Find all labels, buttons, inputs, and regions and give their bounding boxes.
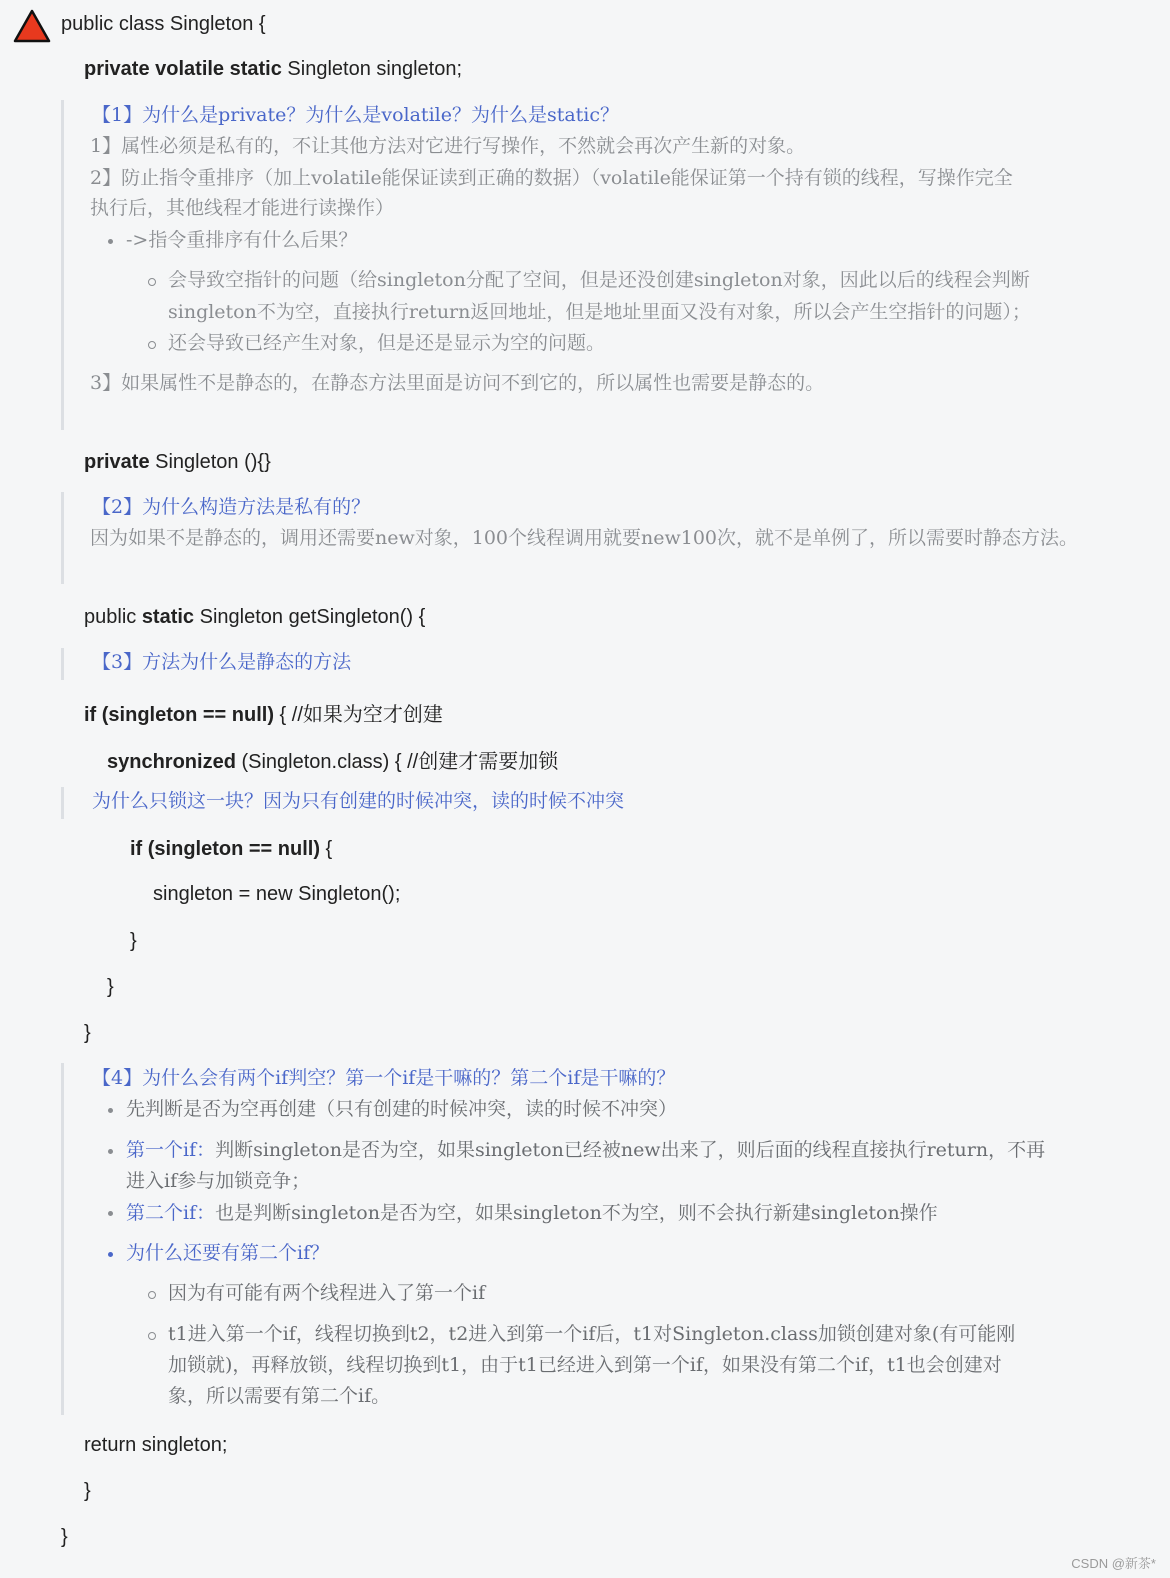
sub-bullet-icon: [148, 278, 156, 286]
note4-sub-1: 因为有可能有两个线程进入了第一个if: [168, 1282, 486, 1304]
code-line-close-sync: }: [107, 976, 114, 998]
note-block-2: [61, 492, 1159, 584]
code-line-synchronized: synchronized (Singleton.class) { //创建才需要加锁: [107, 751, 559, 773]
note-block-3: [61, 648, 1159, 680]
code-line-close-if-2: }: [130, 930, 137, 952]
note3-title: 【3】方法为什么是静态的方法: [92, 651, 352, 673]
bullet-icon: [108, 1211, 113, 1216]
warning-icon: [12, 8, 52, 44]
note1-title: 【1】为什么是private？为什么是volatile？为什么是static？: [92, 104, 620, 126]
note1-sub-1a: 会导致空指针的问题（给singleton分配了空间，但是还没创建singleton对象，因此以后的线程会判断: [168, 269, 1030, 291]
code-line-class-decl: public class Singleton {: [61, 13, 266, 35]
note4-bullet-1: 先判断是否为空再创建（只有创建的时候冲突，读的时候不冲突）: [126, 1098, 678, 1120]
code-line-field-decl: private volatile static Singleton singleton;: [84, 58, 463, 80]
note1-bullet-1: ->指令重排序有什么后果？: [126, 229, 358, 251]
note4-bullet-4: 为什么还要有第二个if？: [126, 1242, 330, 1264]
code-line-if-1: if (singleton == null) { //如果为空才创建: [84, 704, 443, 726]
note4-bullet-2b: 进入if参与加锁竞争；: [126, 1170, 311, 1192]
code-line-get-singleton: public static Singleton getSingleton() {: [84, 606, 426, 628]
note2-text: 因为如果不是静态的，调用还需要new对象，100个线程调用就要new100次，就不是单例了，所以需要时静态方法。: [90, 527, 1079, 549]
code-line-return: return singleton;: [84, 1434, 228, 1456]
note4-title: 【4】为什么会有两个if判空？第一个if是干嘛的？第二个if是干嘛的？: [92, 1067, 676, 1089]
note1-point-2a: 2】防止指令重排序（加上volatile能保证读到正确的数据）（volatile能保证第一个持有锁的线程，写操作完全: [90, 167, 1013, 189]
note1-point-1: 1】属性必须是私有的，不让其他方法对它进行写操作，不然就会再次产生新的对象。: [90, 135, 806, 157]
note4-sub-2c: 象，所以需要有第二个if。: [168, 1385, 391, 1407]
bullet-icon: [108, 1252, 113, 1257]
note-block-lock: [61, 787, 1159, 819]
note-lock-title: 为什么只锁这一块？因为只有创建的时候冲突，读的时候不冲突: [92, 790, 625, 812]
note4-bullet-3: 第二个if：也是判断singleton是否为空，如果singleton不为空，则不会执行新建singleton操作: [126, 1202, 938, 1224]
code-line-new-singleton: singleton = new Singleton();: [153, 883, 401, 905]
note4-sub-2a: t1进入第一个if，线程切换到t2，t2进入到第一个if后，t1对Singleton.class加锁创建对象(有可能刚: [168, 1323, 1016, 1345]
code-line-if-2: if (singleton == null) {: [130, 838, 333, 860]
bullet-icon: [108, 239, 113, 244]
watermark: CSDN @新茶*: [1071, 1556, 1156, 1571]
sub-bullet-icon: [148, 341, 156, 349]
sub-bullet-icon: [148, 1291, 156, 1299]
note1-sub-2: 还会导致已经产生对象，但是还是显示为空的问题。: [168, 332, 606, 354]
code-line-close-class: }: [61, 1526, 68, 1548]
note4-sub-2b: 加锁就)，再释放锁，线程切换到t1，由于t1已经进入到第一个if，如果没有第二个if，t1也会创建对: [168, 1354, 1002, 1376]
note2-title: 【2】为什么构造方法是私有的？: [92, 496, 371, 518]
sub-bullet-icon: [148, 1332, 156, 1340]
note1-point-2b: 执行后，其他线程才能进行读操作）: [90, 197, 395, 219]
note4-bullet-2a: 第一个if：判断singleton是否为空，如果singleton已经被new出来了，则后面的线程直接执行return，不再: [126, 1139, 1046, 1161]
code-line-close-if-1: }: [84, 1022, 91, 1044]
code-line-constructor: private Singleton (){}: [84, 451, 271, 473]
bullet-icon: [108, 1108, 113, 1113]
note1-sub-1b: singleton不为空，直接执行return返回地址，但是地址里面又没有对象，所以会产生空指针的问题）；: [168, 301, 1031, 323]
note-block-4: [61, 1063, 1159, 1415]
bullet-icon: [108, 1149, 113, 1154]
code-line-close-method: }: [84, 1480, 91, 1502]
note-block-1: [61, 100, 1159, 430]
note1-point-3: 3】如果属性不是静态的，在静态方法里面是访问不到它的，所以属性也需要是静态的。: [90, 372, 825, 394]
